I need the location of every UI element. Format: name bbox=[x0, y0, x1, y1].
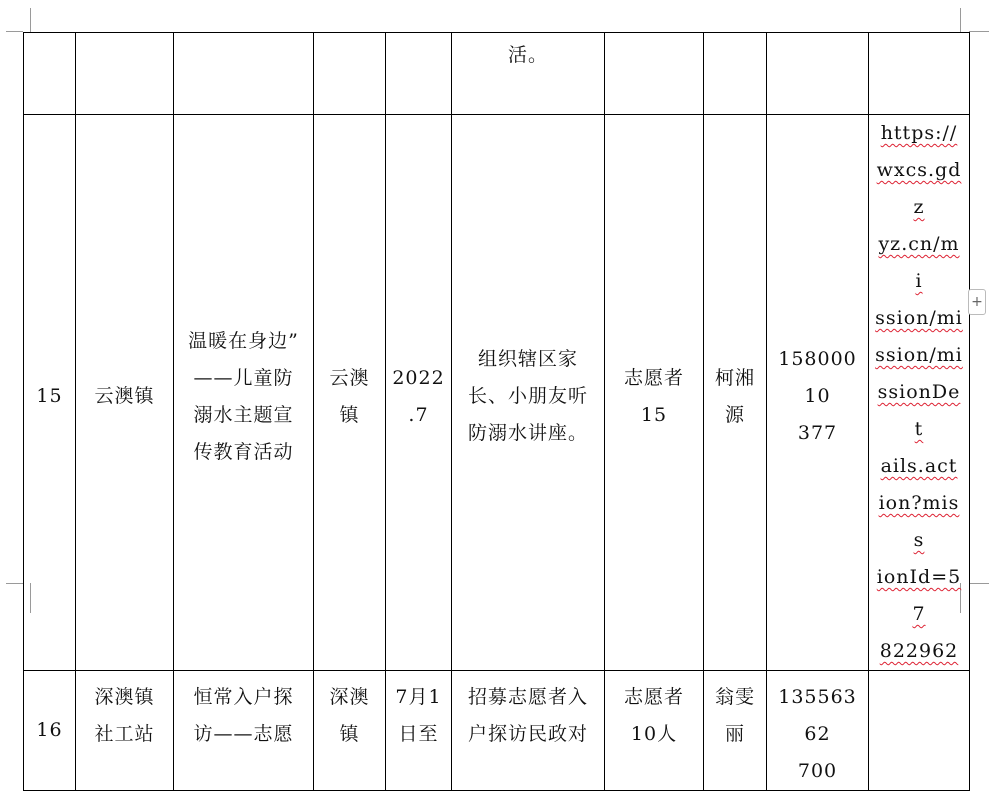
link-cell[interactable] bbox=[869, 671, 970, 791]
crop-mark-top-right-h bbox=[969, 31, 989, 32]
table-row bbox=[24, 33, 970, 115]
crop-mark-top-left-v bbox=[30, 8, 31, 32]
location-cell[interactable]: 深澳 镇 bbox=[314, 671, 386, 791]
mission-link[interactable]: https:// wxcs.gdz yz.cn/mi ssion/mi ssion/mi ssionDet ails.act ion?miss ionId=57 822962 bbox=[875, 122, 963, 662]
activity-cell[interactable]: 温暖在身边” ——儿童防 溺水主题宣 传教育活动 bbox=[174, 115, 314, 671]
activity-table bbox=[23, 32, 970, 791]
link-cell[interactable] bbox=[869, 115, 970, 671]
crop-mark-top-right-v bbox=[960, 8, 961, 32]
date-cell[interactable]: 2022 .7 bbox=[386, 115, 452, 671]
date-cell[interactable]: 7月1 日至 bbox=[386, 671, 452, 791]
activity-cell[interactable]: 恒常入户探 访——志愿 bbox=[174, 671, 314, 791]
town-cell[interactable] bbox=[76, 33, 174, 115]
table-row bbox=[24, 671, 970, 791]
volunteers-cell[interactable]: 志愿者 10人 bbox=[605, 671, 704, 791]
content-cell[interactable]: 招募志愿者入 户探访民政对 bbox=[452, 671, 605, 791]
activity-cell[interactable] bbox=[174, 33, 314, 115]
volunteers-cell[interactable]: 志愿者 15 bbox=[605, 115, 704, 671]
link-cell[interactable] bbox=[869, 33, 970, 115]
volunteers-cell[interactable] bbox=[605, 33, 704, 115]
content-cell[interactable]: 组织辖区家 长、小朋友听 防溺水讲座。 bbox=[452, 115, 605, 671]
contact-cell[interactable]: 柯湘 源 bbox=[704, 115, 767, 671]
crop-mark-bottom-right-h bbox=[969, 583, 989, 584]
phone-cell[interactable]: 15800010 377 bbox=[767, 115, 869, 671]
content-cell[interactable]: 活。 bbox=[452, 33, 605, 115]
town-cell[interactable]: 云澳镇 bbox=[76, 115, 174, 671]
date-cell[interactable] bbox=[386, 33, 452, 115]
crop-mark-top-left-h bbox=[6, 31, 23, 32]
table-row bbox=[24, 115, 970, 671]
contact-cell[interactable] bbox=[704, 33, 767, 115]
contact-cell[interactable]: 翁雯 丽 bbox=[704, 671, 767, 791]
add-row-icon[interactable]: + bbox=[968, 289, 986, 315]
location-cell[interactable] bbox=[314, 33, 386, 115]
phone-cell[interactable]: 13556362 700 bbox=[767, 671, 869, 791]
index-cell[interactable] bbox=[24, 33, 76, 115]
crop-mark-bottom-left-h bbox=[6, 583, 23, 584]
town-cell[interactable]: 深澳镇 社工站 bbox=[76, 671, 174, 791]
index-cell[interactable]: 16 bbox=[24, 671, 76, 791]
phone-cell[interactable] bbox=[767, 33, 869, 115]
index-cell[interactable]: 15 bbox=[24, 115, 76, 671]
location-cell[interactable]: 云澳 镇 bbox=[314, 115, 386, 671]
